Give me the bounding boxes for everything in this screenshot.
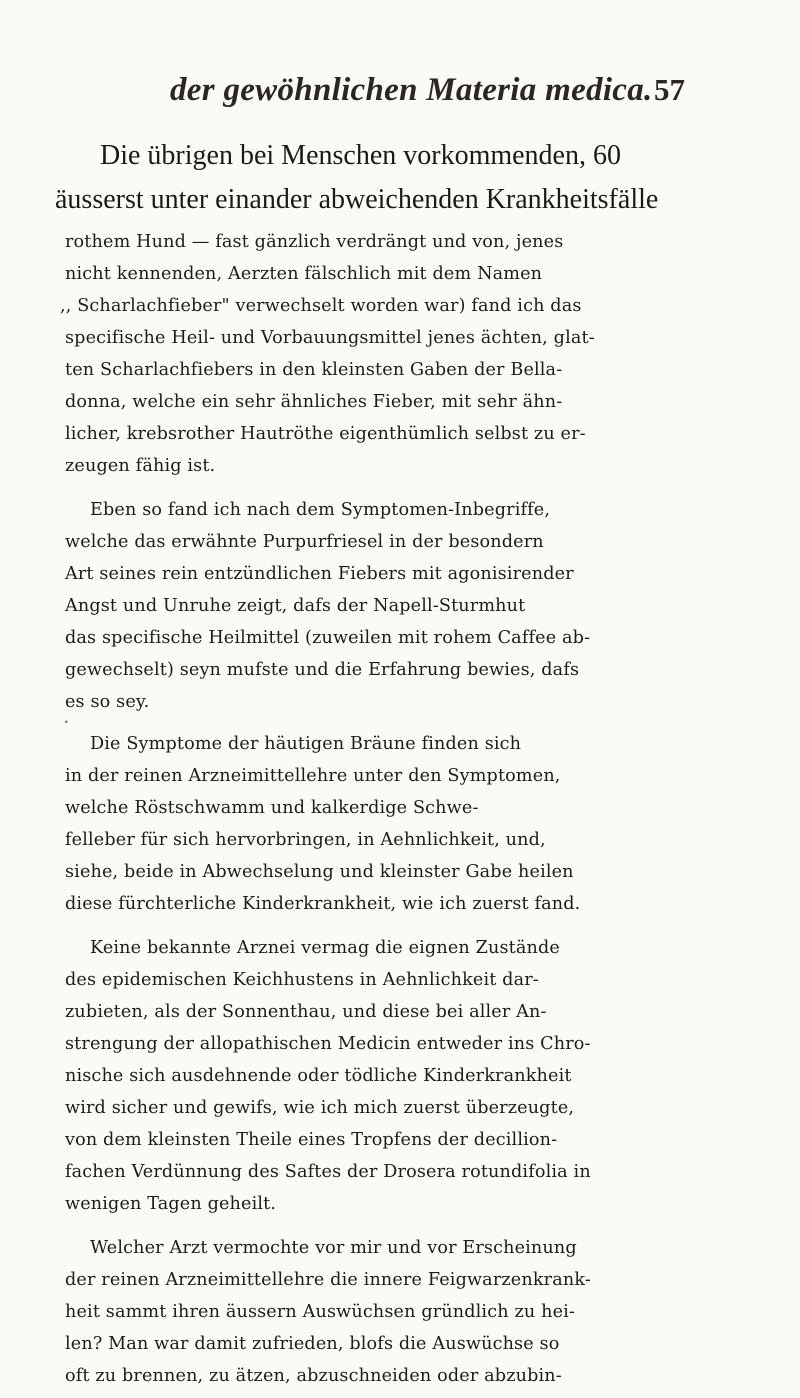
text-line: zubieten, als der Sonnenthau, und diese bei aller An-	[65, 1002, 547, 1022]
print-speck: •	[64, 718, 69, 727]
text-line: fachen Verdünnung des Saftes der Drosera rotundifolia in	[65, 1162, 591, 1182]
text-line: Welcher Arzt vermochte vor mir und vor Erscheinung	[90, 1238, 577, 1258]
text-line: diese fürchterliche Kinderkrankheit, wie ich zuerst fand.	[65, 894, 581, 914]
text-line: zeugen fähig ist.	[65, 456, 216, 476]
text-line: ,, Scharlachfieber" verwechselt worden war) fand ich das	[60, 296, 582, 316]
text-line: siehe, beide in Abwechselung und kleinster Gabe heilen	[65, 862, 574, 882]
text-line: licher, krebsrother Hautröthe eigenthümlich selbst zu er-	[65, 424, 586, 444]
text-line: oft zu brennen, zu ätzen, abzuschneiden oder abzubin-	[65, 1366, 562, 1386]
text-line: in der reinen Arzneimittellehre unter den Symptomen,	[65, 766, 561, 786]
text-line: Eben so fand ich nach dem Symptomen-Inbegriffe,	[90, 500, 551, 520]
text-line: heit sammt ihren äussern Auswüchsen gründlich zu hei-	[65, 1302, 575, 1322]
text-line: felleber für sich hervorbringen, in Aehnlichkeit, und,	[65, 830, 546, 850]
text-line: das specifische Heilmittel (zuweilen mit rohem Caffee ab-	[65, 628, 591, 648]
text-line: Keine bekannte Arznei vermag die eignen Zustände	[90, 938, 560, 958]
text-line: len? Man war damit zufrieden, blofs die Auswüchse so	[65, 1334, 560, 1354]
text-line: specifische Heil- und Vorbauungsmittel jenes ächten, glat-	[65, 328, 595, 348]
text-line: welche Röstschwamm und kalkerdige Schwe-	[65, 798, 479, 818]
text-line: ten Scharlachfiebers in den kleinsten Gaben der Bella-	[65, 360, 563, 380]
text-line: Art seines rein entzündlichen Fiebers mit agonisirender	[65, 564, 574, 584]
text-line: gewechselt) seyn mufste und die Erfahrung bewies, dafs	[65, 660, 580, 680]
page-number: 57	[654, 72, 685, 107]
text-line: nische sich ausdehnende oder tödliche Kinderkrankheit	[65, 1066, 572, 1086]
text-line: wird sicher und gewifs, wie ich mich zuerst überzeugte,	[65, 1098, 575, 1118]
text-line: Angst und Unruhe zeigt, dafs der Napell-Sturmhut	[65, 596, 526, 616]
text-line: wenigen Tagen geheilt.	[65, 1194, 277, 1214]
text-line: Die Symptome der häutigen Bräune finden sich	[90, 734, 522, 754]
text-line: der reinen Arzneimittellehre die innere Feigwarzenkrank-	[65, 1270, 591, 1290]
text-line: strengung der allopathischen Medicin entweder ins Chro-	[65, 1034, 591, 1054]
text-line: welche das erwähnte Purpurfriesel in der besondern	[65, 532, 544, 552]
text-line: des epidemischen Keichhustens in Aehnlichkeit dar-	[65, 970, 539, 990]
text-line: donna, welche ein sehr ähnliches Fieber, mit sehr ähn-	[65, 392, 563, 412]
text-line: es so sey.	[65, 692, 150, 712]
heading-line-2: äusserst unter einander abweichenden Krankheitsfälle	[55, 184, 659, 215]
text-line: nicht kennenden, Aerzten fälschlich mit dem Namen	[65, 264, 543, 284]
heading-line-1: Die übrigen bei Menschen vorkommenden, 60	[100, 140, 621, 171]
text-line: von dem kleinsten Theile eines Tropfens der decillion-	[65, 1130, 558, 1150]
running-title: der gewöhnlichen Materia medica.	[170, 72, 653, 108]
text-line: rothem Hund — fast gänzlich verdrängt und von, jenes	[65, 232, 564, 252]
